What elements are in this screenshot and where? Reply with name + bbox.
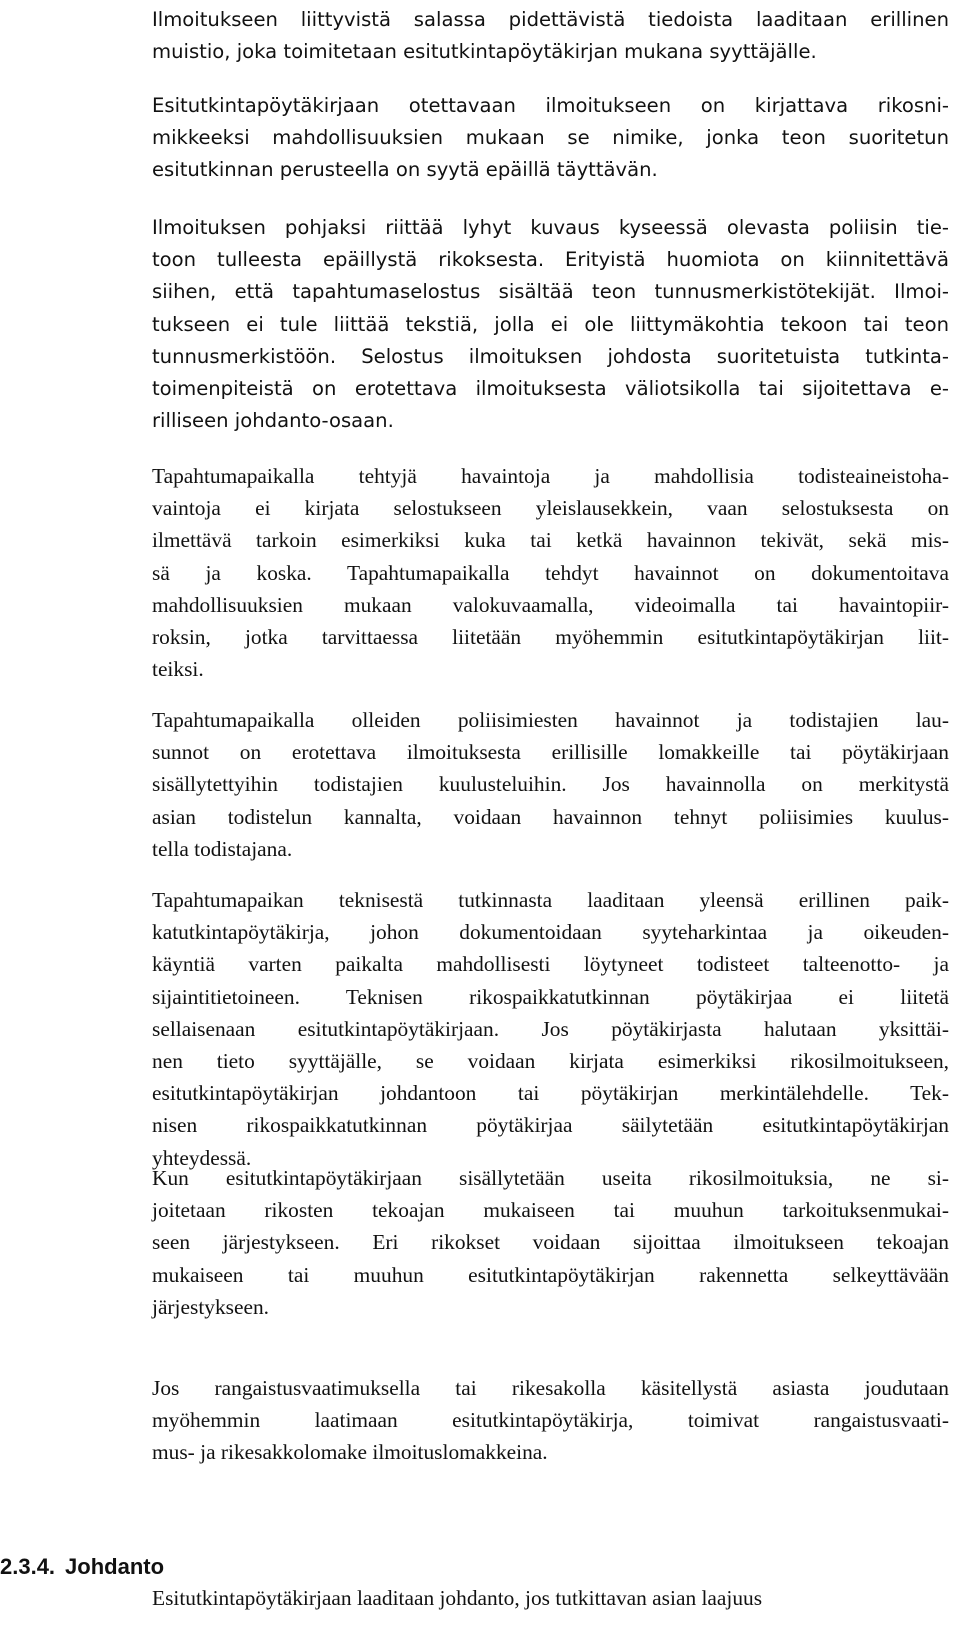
section-number: 2.3.4.: [0, 1554, 56, 1579]
text-line: Ilmoitukseen liittyvistä salassa pidettävistä tiedoista laaditaan erillinen: [152, 8, 949, 31]
text-line: asian todistelun kannalta, voidaan havainnon tehnyt poliisimies kuulus-: [152, 804, 949, 829]
text-line: käyntiä varten paikalta mahdollisesti löytyneet todisteet talteenotto- ja: [152, 952, 949, 977]
text-line: mus- ja rikesakkolomake ilmoituslomakkeina.: [152, 1440, 548, 1465]
text-line: Tapahtumapaikalla tehtyjä havaintoja ja mahdollisia todisteaineistoha-: [152, 464, 949, 488]
paragraph: [152, 90, 949, 187]
text-line: Esitutkintapöytäkirjaan otettavaan ilmoitukseen on kirjattava rikosni-: [152, 94, 949, 117]
text-line: järjestykseen.: [152, 1294, 270, 1319]
paragraph: [152, 1372, 949, 1469]
text-line: ilmettävä tarkoin esimerkiksi kuka tai ketkä havainnon tekivät, sekä mis-: [152, 528, 949, 553]
text-line: sellaisenaan esitutkintapöytäkirjaan. Jos pöytäkirjasta halutaan yksittäi-: [152, 1016, 949, 1041]
section-heading: [0, 1552, 164, 1582]
text-line: tunnusmerkistöön. Selostus ilmoituksen johdosta suoritetuista tutkinta-: [152, 344, 949, 368]
text-line: mukaiseen tai muuhun esitutkintapöytäkirjan rakennetta selkeyttävään: [152, 1262, 949, 1287]
text-line: rilliseen johdanto-osaan.: [152, 409, 394, 433]
text-line: esitutkintapöytäkirjan johdantoon tai pöytäkirjan merkintälehdelle. Tek-: [152, 1081, 949, 1106]
text-line: Tapahtumapaikan teknisestä tutkinnasta laaditaan yleensä erillinen paik-: [152, 888, 949, 912]
text-line: Tapahtumapaikalla olleiden poliisimiesten havainnot ja todistajien lau-: [152, 708, 949, 732]
text-line: katutkintapöytäkirja, johon dokumentoidaan syyteharkintaa ja oikeuden-: [152, 920, 949, 945]
paragraph: [152, 1582, 949, 1614]
text-line: toon tulleesta epäillystä rikoksesta. Erityistä huomiota on kiinnitettävä: [152, 248, 949, 272]
text-line: esitutkinnan perusteella on syytä epäillä täyttävän.: [152, 158, 658, 182]
text-line: sisällytettyihin todistajien kuulusteluihin. Jos havainnolla on merkitystä: [152, 772, 949, 797]
text-line: seen järjestykseen. Eri rikokset voidaan sijoittaa ilmoitukseen tekoajan: [152, 1230, 949, 1255]
text-line: tella todistajana.: [152, 836, 293, 861]
text-line: muistio, joka toimitetaan esitutkintapöytäkirjan mukana syyttäjälle.: [152, 40, 817, 64]
text-line: sijaintitietoineen. Teknisen rikospaikkatutkinnan pöytäkirjaa ei liitetä: [152, 984, 949, 1009]
section-title: Johdanto: [65, 1554, 165, 1579]
text-line: siihen, että tapahtumaselostus sisältää teon tunnusmerkistötekijät. Ilmoi-: [152, 280, 949, 304]
text-line: toimenpiteistä on erotettava ilmoituksesta väliotsikolla tai sijoitettava e-: [152, 376, 949, 400]
text-line: yhteydessä.: [152, 1145, 252, 1170]
text-line: sä ja koska. Tapahtumapaikalla tehdyt havainnot on dokumentoitava: [152, 560, 949, 585]
text-line: sunnot on erotettava ilmoituksesta erillisille lomakkeille tai pöytäkirjaan: [152, 740, 949, 765]
text-line: Jos rangaistusvaatimuksella tai rikesakolla käsitellystä asiasta joudutaan: [152, 1376, 949, 1400]
text-line: Esitutkintapöytäkirjaan laaditaan johdanto, jos tutkittavan asian laajuus: [152, 1586, 763, 1610]
paragraph: [152, 460, 949, 685]
text-line: Kun esitutkintapöytäkirjaan sisällytetään useita rikosilmoituksia, ne si-: [152, 1166, 949, 1190]
paragraph: [152, 212, 949, 437]
text-line: roksin, jotka tarvittaessa liitetään myöhemmin esitutkintapöytäkirjan liit-: [152, 624, 949, 649]
text-line: joitetaan rikosten tekoajan mukaiseen tai muuhun tarkoituksenmukai-: [152, 1198, 949, 1223]
paragraph: [152, 704, 949, 865]
text-line: vaintoja ei kirjata selostukseen yleislausekkein, vaan selostuksesta on: [152, 496, 949, 521]
text-line: teiksi.: [152, 657, 204, 682]
paragraph: [152, 884, 949, 1174]
text-line: nen tieto syyttäjälle, se voidaan kirjata esimerkiksi rikosilmoitukseen,: [152, 1048, 949, 1073]
paragraph: [152, 1162, 949, 1323]
paragraph: [152, 4, 949, 68]
text-line: mahdollisuuksien mukaan valokuvaamalla, videoimalla tai havaintopiir-: [152, 592, 949, 617]
text-line: myöhemmin laatimaan esitutkintapöytäkirja, toimivat rangaistusvaati-: [152, 1408, 949, 1433]
text-line: mikkeeksi mahdollisuuksien mukaan se nimike, jonka teon suoritetun: [152, 126, 949, 150]
text-line: tukseen ei tule liittää tekstiä, jolla ei ole liittymäkohtia tekoon tai teon: [152, 312, 949, 336]
text-line: nisen rikospaikkatutkinnan pöytäkirjaa säilytetään esitutkintapöytäkirjan: [152, 1113, 949, 1138]
text-line: Ilmoituksen pohjaksi riittää lyhyt kuvaus kyseessä olevasta poliisin tie-: [152, 216, 949, 239]
